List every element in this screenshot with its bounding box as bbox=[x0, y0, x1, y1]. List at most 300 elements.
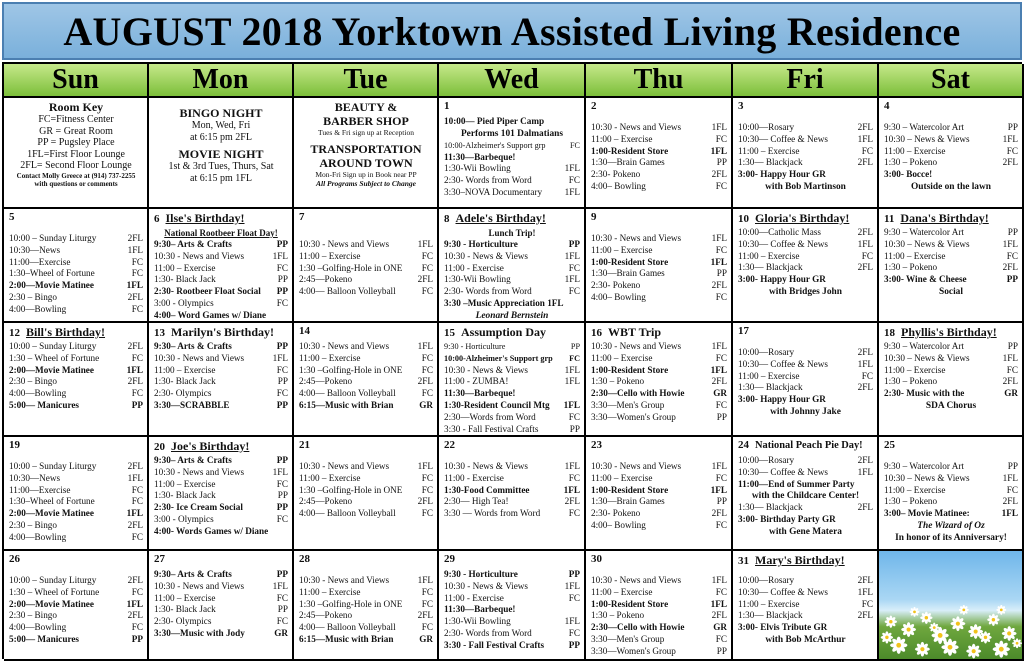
day-number: 30 bbox=[591, 553, 602, 565]
day-cell-1 bbox=[439, 98, 586, 209]
event-text: 2:30- Pokeno bbox=[591, 280, 641, 291]
day-cell-header bbox=[9, 325, 143, 341]
day-header-thu: Thu bbox=[586, 64, 733, 98]
event-row bbox=[154, 593, 288, 605]
day-highlight-title: Phyllis's Birthday! bbox=[901, 325, 997, 339]
event-location: 1FL bbox=[126, 598, 143, 609]
event-text: 2:30- Words from Word bbox=[444, 175, 532, 186]
event-row bbox=[9, 376, 143, 388]
event-location: FC bbox=[421, 250, 433, 261]
event-text: 1:00-Resident Store bbox=[591, 145, 669, 156]
event-text: 1:30-Wii Bowling bbox=[444, 163, 511, 174]
day-number: 29 bbox=[444, 553, 455, 565]
event-location: FC bbox=[861, 145, 873, 156]
event-row bbox=[591, 622, 727, 634]
event-text: 3:00– Movie Matinee: bbox=[884, 508, 970, 519]
event-location: PP bbox=[1007, 227, 1018, 237]
event-row bbox=[591, 134, 727, 146]
event-row bbox=[9, 599, 143, 611]
event-text: 2:30 – Bingo bbox=[9, 519, 57, 530]
event-row bbox=[154, 490, 288, 502]
day-cell-27 bbox=[149, 551, 294, 661]
day-cell-header bbox=[738, 553, 873, 569]
event-text: 4:00– Bowling bbox=[591, 180, 646, 191]
event-text: 11:00 – Exercise bbox=[591, 472, 653, 483]
day-cell-header bbox=[591, 439, 727, 455]
event-row bbox=[9, 587, 143, 599]
event-location: 1FL bbox=[563, 484, 580, 495]
event-row bbox=[884, 461, 1018, 473]
day-cell-header bbox=[738, 325, 873, 341]
event-text: 10:30 - News & Views bbox=[444, 250, 529, 261]
day-subtitle: National Rootbeer Float Day! bbox=[164, 228, 278, 238]
event-row bbox=[299, 239, 433, 251]
event-text: 10:30—News bbox=[9, 244, 61, 255]
event-location: PP bbox=[277, 376, 288, 387]
event-text: 3:30 –Music Appreciation 1FL bbox=[444, 297, 564, 308]
event-location: PP bbox=[1007, 461, 1018, 471]
event-row bbox=[154, 502, 288, 514]
event-row bbox=[444, 353, 580, 365]
event-text: 2:30- Music with the bbox=[884, 388, 965, 399]
event-location: 2FL bbox=[857, 157, 873, 168]
event-row bbox=[299, 263, 433, 275]
event-row bbox=[444, 485, 580, 497]
calendar-grid bbox=[2, 62, 1022, 659]
movie-time: at 6:15 pm 1FL bbox=[190, 172, 252, 184]
event-text: 4:00—Bowling bbox=[9, 303, 67, 314]
event-row bbox=[591, 122, 727, 134]
event-location: PP bbox=[716, 268, 727, 279]
day-cell-23 bbox=[586, 437, 733, 551]
event-row bbox=[591, 157, 727, 169]
day-cell-13 bbox=[149, 323, 294, 437]
day-cell-11 bbox=[879, 209, 1024, 323]
event-location: 2FL bbox=[127, 376, 143, 387]
event-row bbox=[444, 152, 580, 164]
daisy-icon bbox=[1012, 638, 1022, 648]
event-row bbox=[154, 628, 288, 640]
event-text: 1:30 – Wheel of Fortune bbox=[9, 586, 100, 597]
event-row bbox=[299, 400, 433, 412]
event-row bbox=[299, 485, 433, 497]
event-text: 3:30—Women's Group bbox=[591, 645, 676, 656]
event-text: 11:00 - Exercise bbox=[444, 592, 504, 603]
event-text: 4:00– Bowling bbox=[591, 291, 646, 302]
event-text: 3:00- Happy Hour GR bbox=[738, 274, 826, 285]
event-row bbox=[444, 400, 580, 412]
event-row bbox=[154, 616, 288, 628]
event-location: FC bbox=[1006, 364, 1018, 375]
event-row bbox=[884, 353, 1018, 365]
event-row bbox=[444, 616, 580, 628]
day-number: 22 bbox=[444, 439, 455, 451]
event-row bbox=[738, 514, 873, 526]
event-location: GR bbox=[274, 627, 288, 638]
day-number: 3 bbox=[738, 100, 744, 112]
event-text: 3:00- Elvis Tribute GR bbox=[738, 622, 828, 633]
event-text: 3:30—Women's Group bbox=[591, 411, 676, 422]
event-location: 1FL bbox=[711, 575, 727, 585]
event-text: 9:30 - Horticulture bbox=[444, 569, 518, 579]
event-location: FC bbox=[861, 250, 873, 261]
daisy-icon bbox=[987, 614, 999, 626]
event-location: 1FL bbox=[711, 461, 727, 471]
event-row bbox=[444, 388, 580, 400]
event-row bbox=[9, 461, 143, 473]
barber-signup: Tues & Fri sign up at Reception bbox=[318, 128, 414, 137]
day-cell-header bbox=[444, 211, 580, 227]
event-text: 10:00—Rosary bbox=[738, 455, 795, 465]
event-text: 11:30—Barbeque! bbox=[444, 151, 516, 162]
event-text: 3:00- Birthday Party GR bbox=[738, 514, 836, 525]
day-number: 18 bbox=[884, 327, 895, 339]
event-row bbox=[154, 286, 288, 298]
daisy-icon bbox=[910, 607, 920, 617]
event-location: GR bbox=[1004, 388, 1018, 399]
event-row bbox=[9, 508, 143, 520]
event-location: 1FL bbox=[564, 580, 580, 591]
event-location: 2FL bbox=[417, 376, 433, 387]
event-text: 10:30 – News & Views bbox=[884, 352, 970, 363]
day-cell-30 bbox=[586, 551, 733, 661]
day-number: 27 bbox=[154, 553, 165, 565]
event-text: 10:00 – Sunday Liturgy bbox=[9, 233, 97, 243]
event-text: 3:00 - Olympics bbox=[154, 513, 214, 524]
event-location: 1FL bbox=[711, 233, 727, 243]
day-cell-25 bbox=[879, 437, 1024, 551]
event-text: 2:30- Ice Cream Social bbox=[154, 502, 243, 513]
event-row bbox=[591, 599, 727, 611]
event-location: FC bbox=[276, 262, 288, 273]
event-location: 1FL bbox=[710, 364, 727, 375]
day-highlight-title: Adele's Birthday! bbox=[455, 211, 546, 225]
event-row bbox=[591, 169, 727, 181]
event-text: 1:30— Blackjack bbox=[738, 382, 803, 393]
transport-signup: Mon-Fri Sign up in Book near PP bbox=[315, 170, 417, 179]
event-row bbox=[299, 353, 433, 365]
event-text: 10:30 - News & Views bbox=[444, 580, 529, 591]
event-row bbox=[738, 455, 873, 467]
event-row bbox=[444, 508, 580, 520]
event-location: FC bbox=[715, 133, 727, 144]
event-row bbox=[738, 227, 873, 239]
event-location: FC bbox=[568, 411, 580, 422]
event-location: 1FL bbox=[711, 341, 727, 351]
day-cell-header bbox=[884, 439, 1018, 455]
event-location: 2FL bbox=[857, 262, 873, 273]
event-text: 10:30—News bbox=[9, 472, 61, 483]
event-text: 3:00- Happy Hour GR bbox=[738, 394, 826, 405]
event-location: FC bbox=[131, 352, 143, 363]
event-location: 1FL bbox=[710, 598, 727, 609]
event-text: 2:00—Movie Matinee bbox=[9, 280, 94, 291]
event-location: PP bbox=[276, 341, 288, 351]
event-row bbox=[591, 233, 727, 245]
day-number: 23 bbox=[591, 439, 602, 451]
event-location: 1FL bbox=[564, 461, 580, 471]
event-row bbox=[884, 508, 1018, 520]
event-row bbox=[591, 146, 727, 158]
day-cell-16 bbox=[586, 323, 733, 437]
event-location: 1FL bbox=[564, 274, 580, 285]
event-row bbox=[591, 353, 727, 365]
event-row bbox=[738, 239, 873, 251]
day-cell-21 bbox=[294, 437, 439, 551]
event-location: FC bbox=[715, 399, 727, 410]
event-row bbox=[591, 610, 727, 622]
daisy-icon bbox=[996, 605, 1006, 615]
event-row bbox=[154, 239, 288, 251]
event-text: 11:00 – Exercise bbox=[591, 244, 653, 255]
day-number: 26 bbox=[9, 553, 20, 565]
day-cell-4 bbox=[879, 98, 1024, 209]
event-row bbox=[154, 581, 288, 593]
event-row bbox=[299, 610, 433, 622]
event-text: 2:30—Cello with Howie bbox=[591, 622, 685, 633]
event-text: 4:00- Words Games w/ Diane bbox=[154, 525, 269, 536]
event-row bbox=[154, 604, 288, 616]
event-continuation: SDA Chorus bbox=[925, 400, 977, 411]
event-location: GR bbox=[419, 633, 433, 644]
event-location: 1FL bbox=[857, 238, 873, 249]
event-text: 2:30 – Bingo bbox=[9, 376, 57, 387]
event-row bbox=[9, 485, 143, 497]
event-location: 1FL bbox=[1002, 238, 1018, 249]
event-row bbox=[884, 262, 1018, 274]
event-location: FC bbox=[568, 592, 580, 603]
day-number: 1 bbox=[444, 100, 450, 112]
event-continuation: with Gene Matera bbox=[769, 526, 842, 537]
info-cell-info_barber bbox=[294, 98, 439, 209]
event-row bbox=[9, 280, 143, 292]
event-text: 1:00-Resident Store bbox=[591, 598, 669, 609]
event-row bbox=[444, 341, 580, 353]
event-row bbox=[9, 268, 143, 280]
event-row bbox=[154, 376, 288, 388]
event-row bbox=[299, 461, 433, 473]
event-text: 1:30 – Wheel of Fortune bbox=[9, 352, 100, 363]
event-text: 1:30 –Golfing-Hole in ONE bbox=[299, 364, 403, 375]
event-text: 3:30 - Fall Festival Crafts bbox=[444, 639, 545, 650]
day-cell-29 bbox=[439, 551, 586, 661]
event-row bbox=[738, 467, 873, 479]
event-location: 1FL bbox=[563, 399, 580, 410]
event-location: 2FL bbox=[1002, 496, 1018, 507]
contact-line: Contact Molly Greece at (914) 737-2255 bbox=[16, 171, 136, 180]
event-row bbox=[884, 146, 1018, 158]
event-text: 11:00 – Exercise bbox=[591, 352, 653, 363]
event-location: FC bbox=[276, 616, 288, 627]
event-row bbox=[591, 587, 727, 599]
event-row bbox=[591, 280, 727, 292]
event-text: 10:30 - News & Views bbox=[444, 461, 529, 471]
day-highlight-title: Bill's Birthday! bbox=[26, 325, 106, 339]
event-row bbox=[444, 593, 580, 605]
event-row bbox=[9, 520, 143, 532]
page-title: AUGUST 2018 Yorktown Assisted Living Residence bbox=[2, 2, 1022, 60]
event-location: 2FL bbox=[857, 382, 873, 393]
day-number: 7 bbox=[299, 211, 305, 223]
daisy-icon bbox=[941, 639, 958, 656]
event-location: FC bbox=[421, 286, 433, 297]
event-row bbox=[738, 587, 873, 599]
event-row bbox=[884, 341, 1018, 353]
event-location: 1FL bbox=[272, 466, 288, 477]
day-cell-header bbox=[884, 211, 1018, 227]
event-row bbox=[738, 157, 873, 169]
event-text: 3:30—Men's Group bbox=[591, 399, 665, 410]
event-location: PP bbox=[276, 399, 288, 410]
event-text: 4:00— Balloon Volleyball bbox=[299, 286, 396, 297]
barber-heading-1: BEAUTY & bbox=[334, 100, 398, 114]
daisy-field-illustration bbox=[879, 551, 1022, 659]
event-text: 10:30 - News and Views bbox=[591, 122, 682, 132]
day-cell-header bbox=[884, 325, 1018, 341]
event-row bbox=[738, 134, 873, 146]
event-text: 11:00 – Exercise bbox=[884, 484, 946, 495]
event-location: FC bbox=[421, 352, 433, 363]
info-cell-info_bingo bbox=[149, 98, 294, 209]
day-cell-header bbox=[299, 325, 433, 341]
day-cell-19 bbox=[4, 437, 149, 551]
day-cell-header bbox=[444, 553, 580, 569]
event-text: 3:30—SCRABBLE bbox=[154, 399, 230, 410]
event-text: 1:30–Wheel of Fortune bbox=[9, 268, 95, 279]
event-row bbox=[444, 274, 580, 286]
event-text: 1:30 – Pokeno bbox=[884, 496, 938, 507]
event-text: 2:45—Pokeno bbox=[299, 274, 353, 285]
day-header-sat: Sat bbox=[879, 64, 1024, 98]
event-row bbox=[444, 286, 580, 298]
event-text: 2:30- Pokeno bbox=[591, 169, 641, 180]
event-row bbox=[444, 376, 580, 388]
event-text: 9:30– Arts & Crafts bbox=[154, 239, 232, 249]
event-row bbox=[738, 599, 873, 611]
event-location: FC bbox=[568, 262, 580, 273]
day-cell-15 bbox=[439, 323, 586, 437]
event-location: 2FL bbox=[127, 341, 143, 351]
day-cell-31 bbox=[733, 551, 879, 661]
event-location: PP bbox=[276, 502, 288, 513]
event-location: FC bbox=[1006, 145, 1018, 156]
event-text: 10:00—Rosary bbox=[738, 122, 795, 132]
event-location: PP bbox=[716, 411, 727, 422]
event-row bbox=[299, 508, 433, 520]
event-row bbox=[299, 587, 433, 599]
event-text: 11:30—Barbeque! bbox=[444, 604, 516, 615]
event-text: 1:30— Blackjack bbox=[738, 157, 803, 168]
day-number: 2 bbox=[591, 100, 597, 112]
event-text: 10:30 - News and Views bbox=[591, 461, 682, 471]
day-cell-header bbox=[738, 100, 873, 116]
event-row bbox=[591, 520, 727, 532]
event-location: 2FL bbox=[711, 508, 727, 519]
event-text: 3:30–NOVA Documentary bbox=[444, 186, 543, 197]
event-location: FC bbox=[421, 262, 433, 273]
event-text: 10:30— Coffee & News bbox=[738, 358, 828, 369]
event-text: 1:30 – Pokeno bbox=[591, 610, 645, 621]
event-text: 10:30— Coffee & News bbox=[738, 586, 828, 597]
day-header-tue: Tue bbox=[294, 64, 439, 98]
event-text: 2:30- Pokeno bbox=[591, 508, 641, 519]
event-row bbox=[154, 365, 288, 377]
event-text: 9:30 - Horticulture bbox=[444, 342, 506, 351]
event-row bbox=[738, 610, 873, 622]
event-location: GR bbox=[713, 388, 727, 399]
event-location: FC bbox=[715, 352, 727, 363]
event-row bbox=[299, 575, 433, 587]
day-cell-10 bbox=[733, 209, 879, 323]
event-location: FC bbox=[276, 513, 288, 524]
day-number: 19 bbox=[9, 439, 20, 451]
event-location: 2FL bbox=[1002, 376, 1018, 387]
event-location: PP bbox=[570, 342, 580, 351]
event-location: FC bbox=[131, 496, 143, 507]
daisy-icon bbox=[1002, 626, 1017, 641]
event-row bbox=[154, 514, 288, 526]
event-row bbox=[738, 371, 873, 383]
event-location: FC bbox=[421, 364, 433, 375]
day-cell-3 bbox=[733, 98, 879, 209]
event-row bbox=[591, 376, 727, 388]
event-row bbox=[444, 628, 580, 640]
day-number: 8 bbox=[444, 213, 450, 225]
event-location: FC bbox=[715, 180, 727, 191]
day-number: 6 bbox=[154, 213, 160, 225]
event-text: 10:30 - News and Views bbox=[299, 461, 390, 471]
event-text: 5:00— Manicures bbox=[9, 399, 80, 410]
room-key-line: GR = Great Room bbox=[39, 125, 113, 137]
event-row bbox=[9, 304, 143, 316]
event-location: 1FL bbox=[564, 364, 580, 375]
event-row bbox=[591, 400, 727, 412]
event-location: FC bbox=[861, 370, 873, 381]
event-location: 1FL bbox=[272, 250, 288, 261]
event-row bbox=[9, 532, 143, 544]
day-cell-header bbox=[9, 553, 143, 569]
day-cell-24 bbox=[733, 437, 879, 551]
movie-days: 1st & 3rd Tues, Thurs, Sat bbox=[168, 161, 274, 173]
day-header-mon: Mon bbox=[149, 64, 294, 98]
event-text: 10:30 - News and Views bbox=[591, 341, 682, 351]
event-location: PP bbox=[276, 569, 288, 579]
event-row bbox=[591, 508, 727, 520]
day-cell-header bbox=[884, 100, 1018, 116]
event-text: 10:30 – News & Views bbox=[884, 472, 970, 483]
event-location: FC bbox=[1006, 484, 1018, 495]
event-text: 10:30 – News & Views bbox=[884, 133, 970, 144]
event-continuation: Social bbox=[939, 286, 963, 297]
day-cell-20 bbox=[149, 437, 294, 551]
event-location: 2FL bbox=[857, 610, 873, 621]
event-text: 1:30-Resident Council Mtg bbox=[444, 399, 550, 410]
day-cell-22 bbox=[439, 437, 586, 551]
event-text: 1:30–Wheel of Fortune bbox=[9, 496, 95, 507]
event-text: 5:00— Manicures bbox=[9, 633, 80, 644]
event-location: PP bbox=[131, 399, 143, 410]
event-row bbox=[154, 569, 288, 581]
event-location: 1FL bbox=[417, 239, 433, 249]
event-text: 10:00—Rosary bbox=[738, 575, 795, 585]
event-text: 2:30- Words from Word bbox=[444, 627, 532, 638]
event-text: 1:00-Resident Store bbox=[591, 484, 669, 495]
event-location: FC bbox=[131, 268, 143, 279]
event-text: 10:00 – Sunday Liturgy bbox=[9, 341, 97, 351]
day-header-wed: Wed bbox=[439, 64, 586, 98]
event-location: 1FL bbox=[126, 364, 143, 375]
event-row bbox=[299, 388, 433, 400]
